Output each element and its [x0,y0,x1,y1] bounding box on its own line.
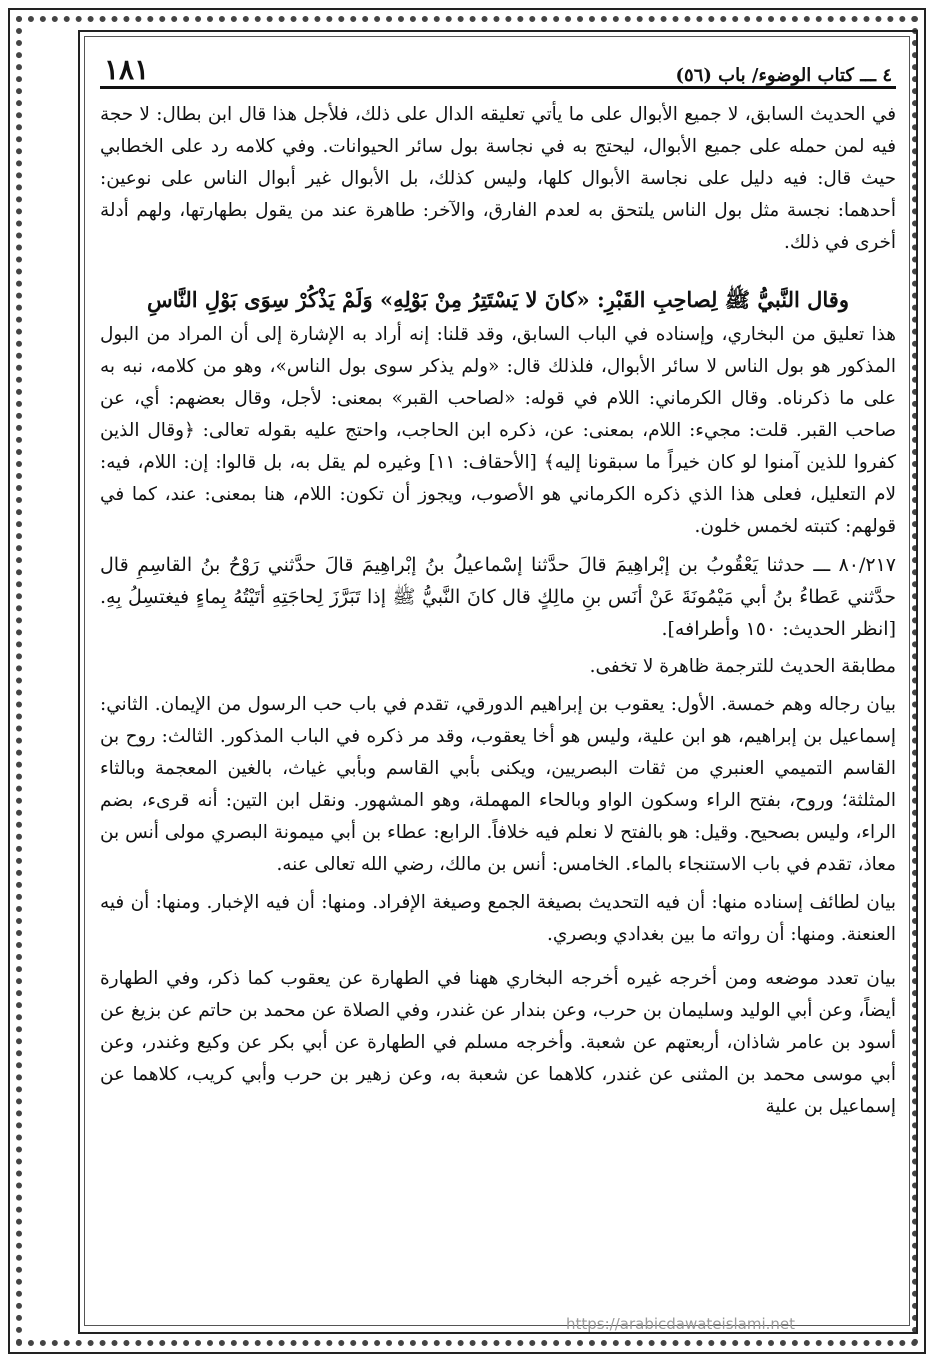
paragraph-commentary-2: هذا تعليق من البخاري، وإسناده في الباب السابق، وقد قلنا: إنه أراد به الإشارة إلى أن المراد من البول المذكور هو بول الناس لا سائر الأبوال، فلذلك قال: «ولم يذكر سوى بول الناس»، وهو من كلامه، نبه به على ما ذكرناه. وقال الكرماني: اللام في قوله: «لصاحب القبر» بمعنى: لأجل، وقال بعضهم: أي، عن صاحب القبر. قلت: مجيء: اللام، بمعنى: عن، ذكره ابن الحاجب، واحتج عليه بقوله تعالى: ﴿وقال الذين كفروا للذين آمنوا لو كان خيراً ما سبقونا إليه﴾ [الأحقاف: ١١] وغيره لم يقل به، بل قالوا: إن: اللام، فيه: لام التعليل، فعلى هذا الذي ذكره الكرماني هو الأصوب، ويجوز أن تكون: اللام، هنا بمعنى: عند، كما في قولهم: كتبته لخمس خلون. [100,324,897,537]
paragraph-isnad-subtleties: بيان لطائف إسناده منها: أن فيه التحديث بصيغة الجمع وصيغة الإفراد. ومنها: أن فيه الإخبار. ومنها: أن فيه العنعنة. ومنها: أن رواته ما بين بغدادي وبصري. [100,892,896,945]
running-head: ٤ ـــ كتاب الوضوء/ باب (٥٦) [675,65,892,86]
paragraph-matching: مطابقة الحديث للترجمة ظاهرة لا تخفى. [589,656,896,677]
book-page [100,40,896,1320]
page-number: ١٨١ [104,53,150,86]
paragraph-commentary-1: في الحديث السابق، لا جميع الأبوال على ما يأتي تعليقه الدال على ذلك، فلأجل هذا قال ابن بطال: لا حجة فيه لمن حمله على جميع الأبوال، ليحتج به في نجاسة بول سائر الحيوانات. وفي كلامه رد على الخطابي حيث قال: فيه دليل على نجاسة الأبوال كلها، وليس كذلك، بل الأبوال غير أبوال الناس على نوعين: أحدهما: نجسة مثل بول الناس يلتحق به لعدم الفارق، والآخر: طاهرة عند من يقول بطهارتها، ولهم أدلة أخرى في ذلك. [100,104,896,253]
paragraph-narrators: بيان رجاله وهم خمسة. الأول: يعقوب بن إبراهيم الدورقي، تقدم في باب حب الرسول من الإيمان. الثاني: إسماعيل بن إبراهيم، هو ابن علية، وليس هو أخا يعقوب، وقد مر ذكره في الباب المذكور. الثالث: روح بن القاسم التميمي العنبري من ثقات البصريين، ويكنى بأبي القاسم وبأبي غياث، بالغين المعجمة وبالثاء المثلثة؛ وروح، بفتح الراء وسكون الواو وبالحاء المهملة، وهو المشهور. ونقل ابن التين: أنه قرىء، بضم الراء، وليس بصحيح. وقيل: هو بالفتح لا نعلم فيه خلافاً. الرابع: عطاء بن أبي ميمونة البصري مولى أنس بن معاذ، تقدم في باب الاستنجاء بالماء. الخامس: أنس بن مالك، رضي الله تعالى عنه. [100,694,896,875]
page-header [100,40,896,89]
hadith-text: ٨٠/٢١٧ ـــ حدثنا يَعْقُوبُ بن إبْراهِيمَ قالَ حدَّثنا إسْماعيلُ بنُ إبْراهِيمَ قالَ حدَّثني رَوْحُ بنُ القاسِمِ قال حدَّثني عَطاءُ بنُ أبي مَيْمُونَةَ عَنْ أنَس بنِ مالِكٍ قال كانَ النَّبيُّ ﷺ إذا تَبَرَّزَ لِحاجَتِهِ أتَيْتُهُ بِماءٍ فيغتسِلُ بِهِ. [انظر الحديث: ١٥٠ وأطرافه]. [100,554,896,640]
paragraph-other-sources: بيان تعدد موضعه ومن أخرجه غيره أخرجه البخاري ههنا في الطهارة عن يعقوب كما ذكر، وفي الطهارة أيضاً، وعن أبي الوليد وسليمان بن حرب، وعن بندار عن غندر، وفي الصلاة عن محمد بن حاتم عن بزيغ عن أسود بن عامر شاذان، أربعتهم عن شعبة. وأخرجه مسلم في الطهارة عن أبي بكر عن وكيع وغندر، وعن أبي موسى محمد بن المثنى عن غندر، كلاهما عن شعبة به، وعن زهير بن حرب وأبي كريب، كلاهما عن إسماعيل بن علية [100,968,896,1117]
watermark-url: https://arabicdawateislami.net [566,1315,796,1333]
quoted-narration: وقال النَّبيُّ ﷺ لِصاحِبِ القَبْرِ: «كانَ لا يَسْتَتِرُ مِنْ بَوْلِهِ» وَلَمْ يَذْكُرْ سِوَى بَوْلِ النَّاسِ [147,287,849,312]
